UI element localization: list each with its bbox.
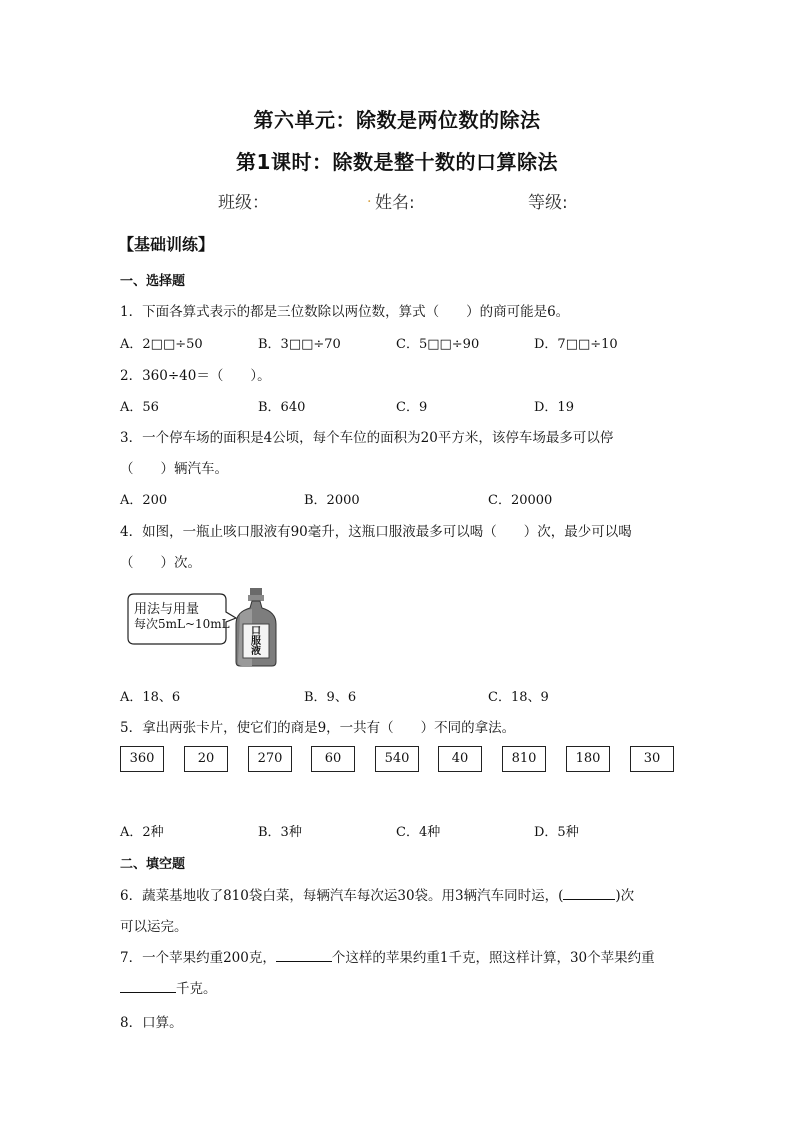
question-7-line-1 [120,946,655,966]
q5-option-b: B．3种 [258,825,302,840]
q1-option-a: A．2□□÷50 [120,337,203,352]
q5-option-a: A．2种 [120,825,164,840]
question-6-line-1 [120,884,634,904]
number-card: 540 [375,746,419,772]
name-label: 姓名: [375,193,415,213]
q2-option-b: B．640 [258,400,306,415]
number-card: 270 [248,746,292,772]
q3-option-b: B．2000 [304,493,360,508]
q5-option-c: C．4种 [396,825,441,840]
q1-option-b: B．3□□÷70 [258,337,341,352]
q2-option-a: A．56 [120,400,159,415]
class-label: 班级： [218,193,269,213]
number-card: 60 [311,746,355,772]
q7-text-start: 7．一个苹果约重200克， [120,950,276,966]
question-1: 1．下面各算式表示的都是三位数除以两位数，算式（ ）的商可能是6。 [120,304,570,320]
question-3-line-2: （ ）辆汽车。 [120,461,228,477]
grade-label: 等级: [528,193,568,213]
q4-option-c: C．18、9 [488,690,549,705]
q1-option-c: C．5□□÷90 [396,337,480,352]
number-card: 20 [184,746,228,772]
dosage-amount: 每次5mL~10mL [134,617,230,631]
q6-text-after-blank: )次 [615,888,635,904]
q5-option-d: D．5种 [534,825,579,840]
lesson-title: 第1课时：除数是整十数的口算除法 [236,150,558,174]
section-heading: 【基础训练】 [118,235,215,254]
question-5: 5．拿出两张卡片，使它们的商是9，一共有（ ）不同的拿法。 [120,720,516,736]
dosage-title: 用法与用量 [134,602,200,617]
q1-option-d: D．7□□÷10 [534,337,618,352]
number-card: 810 [502,746,546,772]
question-6-line-2: 可以运完。 [120,919,188,935]
number-card: 360 [120,746,164,772]
bottle-label: 口服液 [251,626,261,657]
q7-answer-blank-1[interactable] [276,947,332,962]
question-4-line-1: 4．如图，一瓶止咳口服液有90毫升，这瓶口服液最多可以喝（ ）次，最少可以喝 [120,524,632,540]
q2-option-d: D．19 [534,400,574,415]
question-4-line-2: （ ）次。 [120,555,201,571]
stray-dot: . [367,190,372,206]
part-heading-fill: 二、填空题 [120,857,186,872]
question-3-line-1: 3．一个停车场的面积是4公顷，每个车位的面积为20平方米，该停车场最多可以停 [120,430,614,446]
q2-option-c: C．9 [396,400,428,415]
q3-option-a: A．200 [120,493,168,508]
part-heading-choice: 一、选择题 [120,274,186,289]
q6-text-before-blank: 6．蔬菜基地收了810袋白菜，每辆汽车每次运30袋。用3辆汽车同时运，( [120,888,564,904]
question-2: 2．360÷40＝（ ）。 [120,368,271,384]
q4-option-b: B．9、6 [304,690,357,705]
q4-option-a: A．18、6 [120,690,181,705]
number-card: 30 [630,746,674,772]
worksheet-title: 第六单元：除数是两位数的除法 [253,108,541,132]
number-card: 40 [438,746,482,772]
medicine-illustration [122,584,282,668]
q7-answer-blank-2[interactable] [120,978,176,993]
question-7-line-2 [120,977,217,997]
q3-option-c: C．20000 [488,493,553,508]
q7-text-middle: 个这样的苹果约重1千克，照这样计算，30个苹果约重 [331,950,655,966]
q6-answer-blank[interactable] [563,885,615,900]
question-8: 8．口算。 [120,1015,183,1031]
number-card: 180 [566,746,610,772]
q7-text-end: 千克。 [176,981,217,997]
